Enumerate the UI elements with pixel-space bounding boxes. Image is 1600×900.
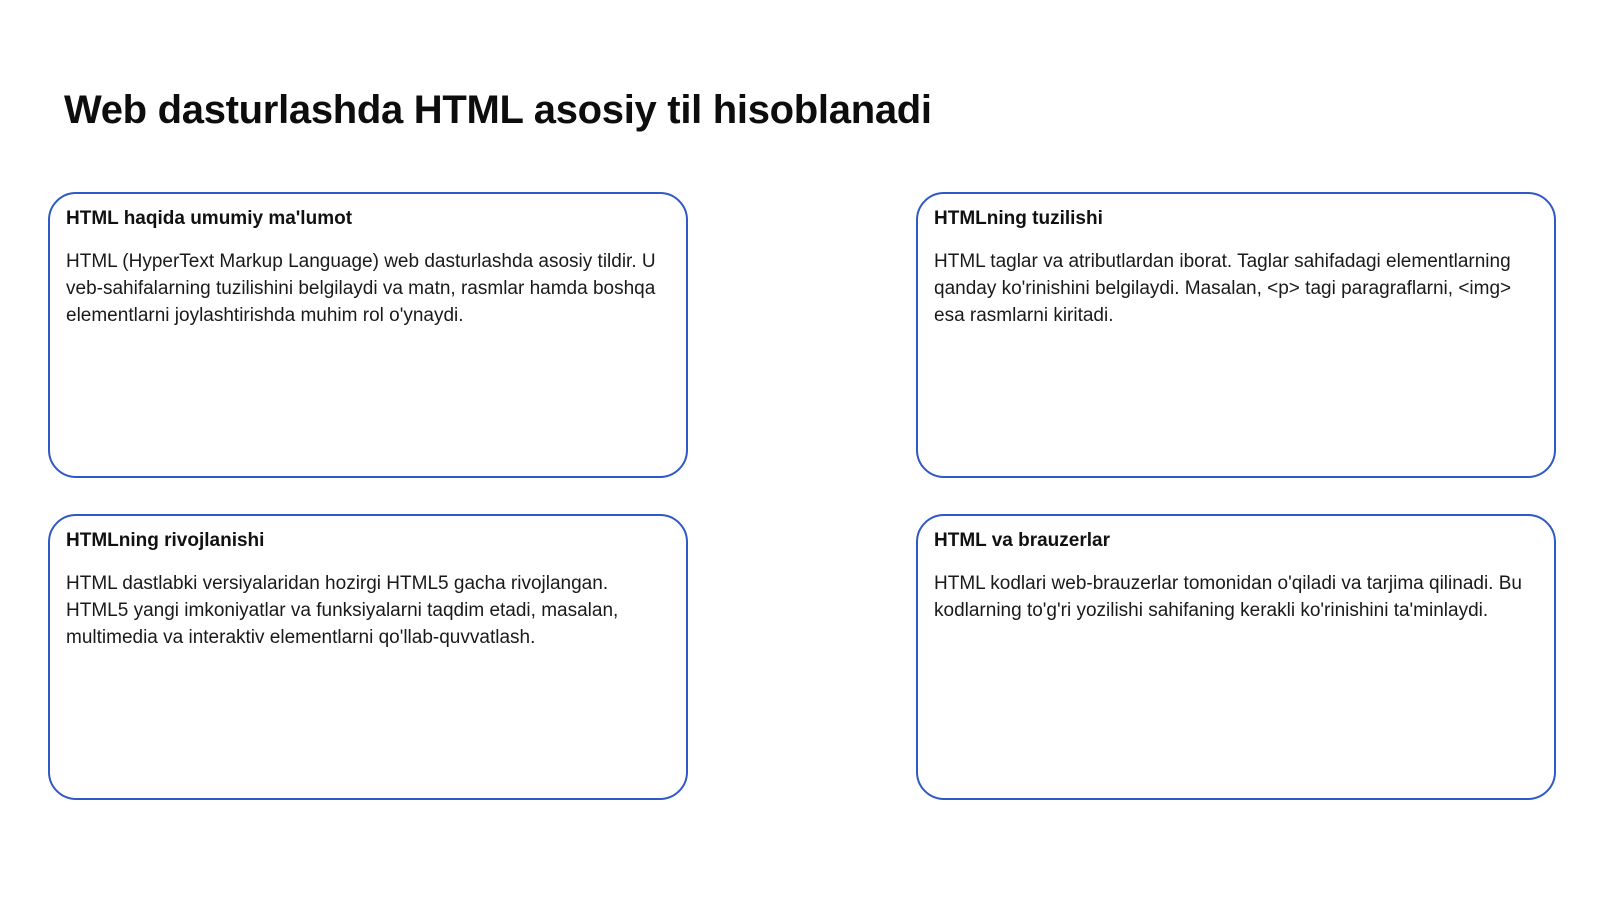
info-card-evolution	[48, 514, 688, 800]
slide-title: Web dasturlashda HTML asosiy til hisoblanadi	[64, 88, 932, 132]
info-card-overview	[48, 192, 688, 478]
card-body: HTML kodlari web-brauzerlar tomonidan o'qiladi va tarjima qilinadi. Bu kodlarning to'g'ri yozilishi sahifaning kerakli ko'rinishini ta'minlaydi.	[934, 573, 1522, 621]
card-title: HTML va brauzerlar	[934, 530, 1110, 551]
card-body: HTML dastlabki versiyalaridan hozirgi HTML5 gacha rivojlangan. HTML5 yangi imkoniyatlar va funksiyalarni taqdim etadi, masalan, multimedia va interaktiv elementlarni qo'llab-quvvatlash.	[66, 573, 619, 648]
info-card-structure	[916, 192, 1556, 478]
card-title: HTMLning tuzilishi	[934, 208, 1103, 229]
card-title: HTMLning rivojlanishi	[66, 530, 265, 551]
info-card-browsers	[916, 514, 1556, 800]
card-title: HTML haqida umumiy ma'lumot	[66, 208, 353, 229]
card-body: HTML (HyperText Markup Language) web dasturlashda asosiy tildir. U veb-sahifalarning tuzilishini belgilaydi va matn, rasmlar hamda boshqa elementlarni joylashtirishda muhim rol o'ynaydi.	[66, 251, 656, 326]
card-body: HTML taglar va atributlardan iborat. Taglar sahifadagi elementlarning qanday ko'rinishini belgilaydi. Masalan, <p> tagi paragraflarni, <img> esa rasmlarni kiritadi.	[934, 251, 1512, 326]
